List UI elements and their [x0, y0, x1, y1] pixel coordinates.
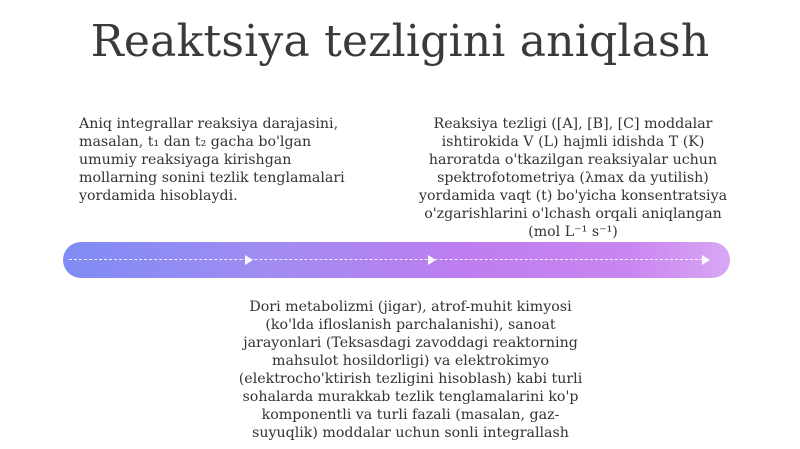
arrow-right-icon [702, 255, 710, 265]
timeline-dashed-line [69, 259, 708, 260]
arrow-right-icon [428, 255, 436, 265]
arrow-right-icon [245, 255, 253, 265]
right-text-block: Reaksiya tezligi ([A], [B], [C] moddalar ishtirokida V (L) hajmli idishda T (K) haroratda o'tkazilgan reaksiyalar uchun spektrofotometriya (λmax da yutilish) yordamida vaqt (t) bo'yicha konsentratsiya o'zgarishlarini o'lchash orqali aniqlangan (mol L⁻¹ s⁻¹) [418, 116, 728, 240]
timeline-bar [63, 242, 730, 278]
page-title: Reaktsiya tezligini aniqlash [90, 16, 710, 67]
left-text-block: Aniq integrallar reaksiya darajasini, masalan, t₁ dan t₂ gacha bo'lgan umumiy reaksiyaga kirishgan mollarning sonini tezlik tenglamalari yordamida hisoblaydi. [79, 116, 345, 204]
bottom-text-block: Dori metabolizmi (jigar), atrof-muhit kimyosi (ko'lda ifloslanish parchalanishi), sanoat jarayonlari (Teksasdagi zavoddagi reaktorning mahsulot hosildorligi) va elektrokimyo (elektrocho'ktirish tezligini hisoblash) kabi turli sohalarda murakkab tezlik tenglamalarini ko'p komponentli va turli fazali (masalan, gaz-suyuqlik) moddalar uchun sonli integrallash [238, 299, 583, 441]
